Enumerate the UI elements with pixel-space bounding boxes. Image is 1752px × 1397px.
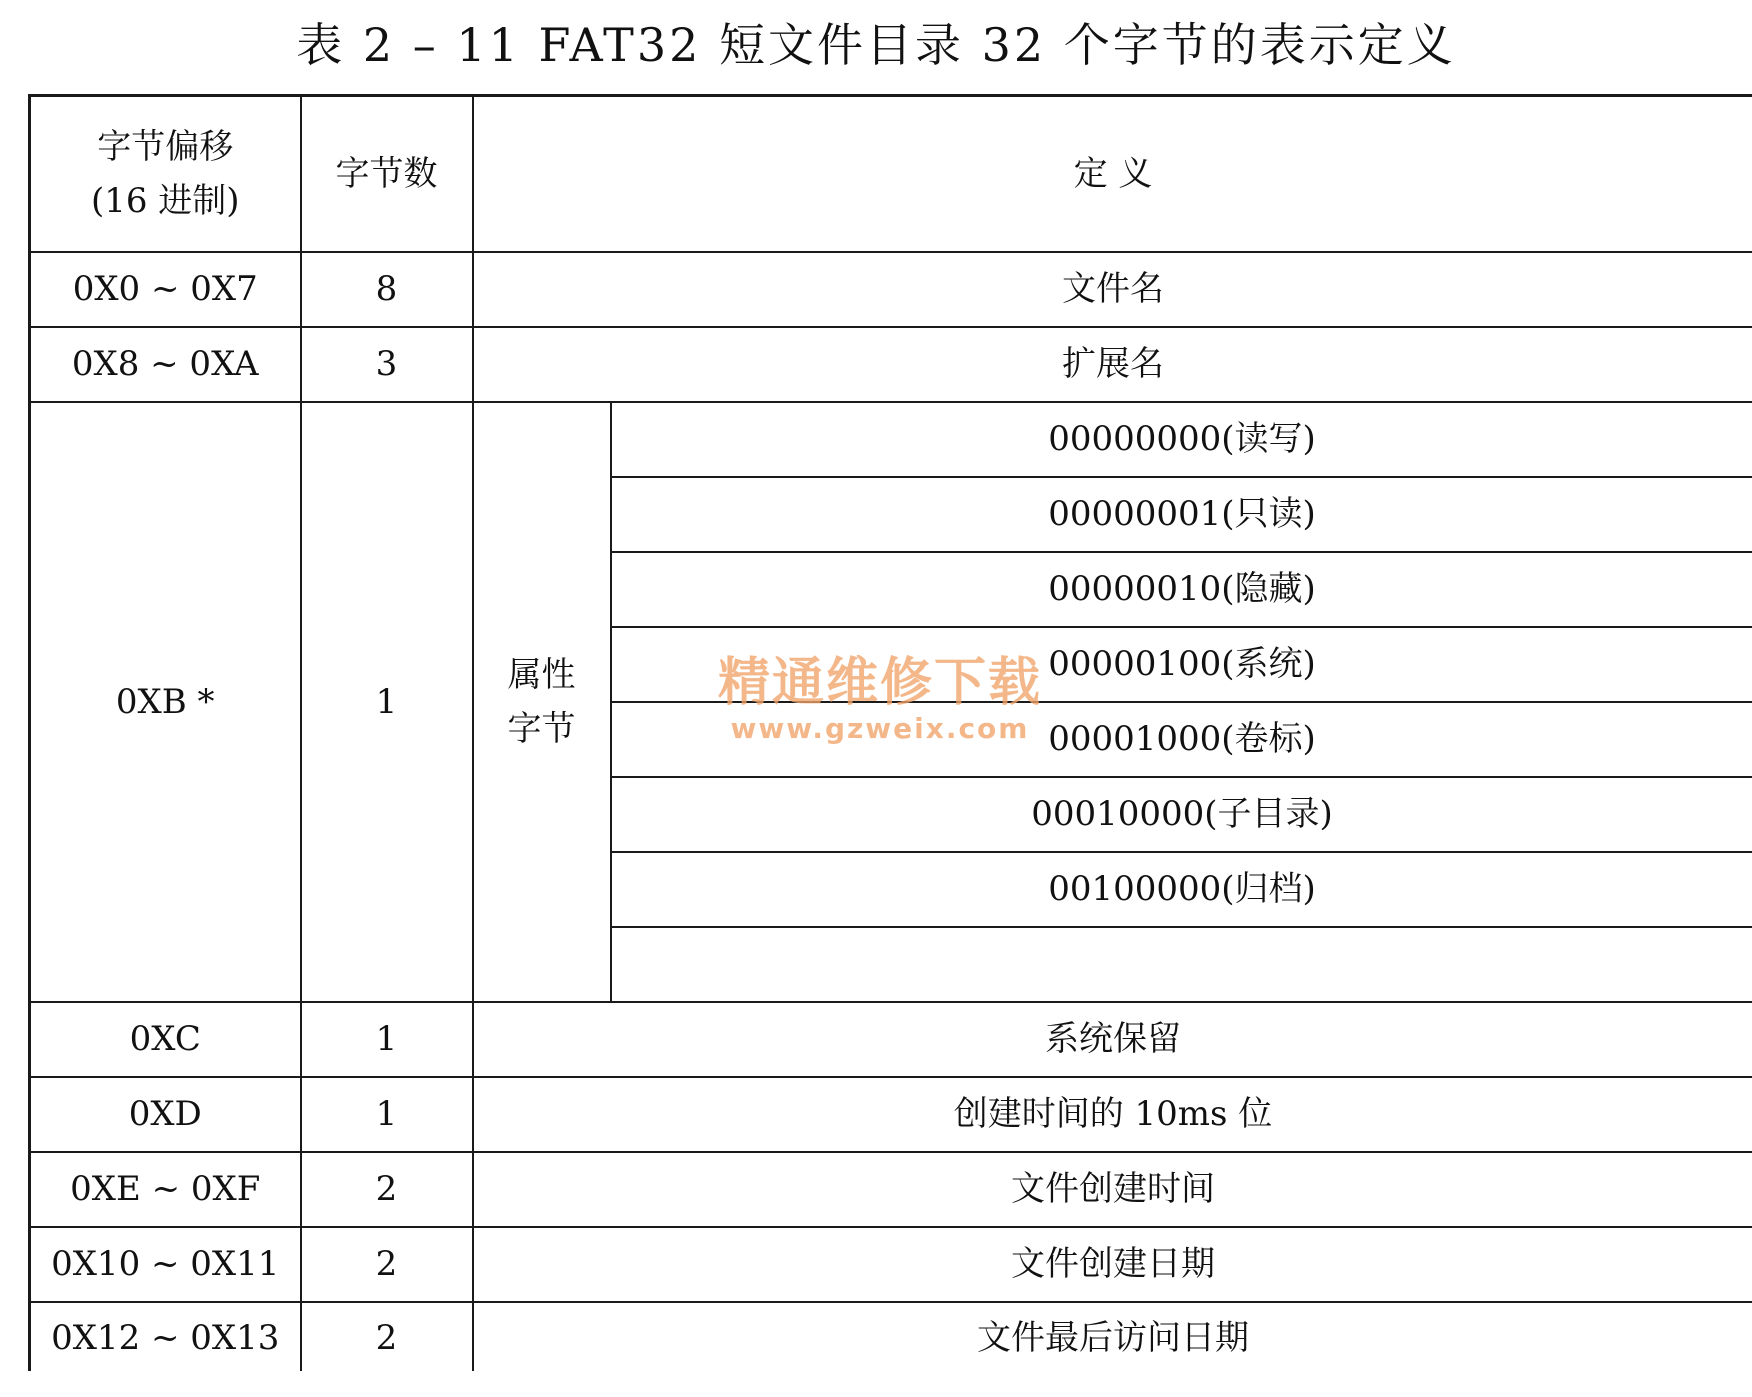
attribute-value: 00010000(子目录) (611, 777, 1752, 852)
header-offset-line2: (16 进制) (90, 181, 240, 221)
count-cell: 2 (301, 1302, 473, 1371)
header-offset-line1: 字节偏移 (97, 126, 234, 167)
offset-cell: 0X12 ~ 0X13 (30, 1302, 301, 1371)
attribute-value: 00000000(读写) (611, 402, 1752, 477)
count-cell: 3 (301, 327, 473, 402)
attribute-label-line1: 属性 (507, 654, 576, 695)
attribute-value: 00001000(卷标) (611, 702, 1752, 777)
attribute-value: 00100000(归档) (611, 852, 1752, 927)
offset-cell: 0X0 ~ 0X7 (30, 252, 301, 327)
offset-cell: 0XC (30, 1002, 301, 1077)
definition-cell: 扩展名 (473, 327, 1752, 402)
watermark-url: www.gzweix.com (730, 712, 1030, 745)
table-row (30, 327, 1752, 402)
table-row (30, 1302, 1752, 1371)
attribute-value: 00000100(系统) (611, 627, 1752, 702)
count-cell: 8 (301, 252, 473, 327)
offset-cell: 0X10 ~ 0X11 (30, 1227, 301, 1302)
table-title: 表 2 – 11 FAT32 短文件目录 32 个字节的表示定义 (296, 18, 1456, 72)
count-cell: 2 (301, 1152, 473, 1227)
offset-cell: 0XE ~ 0XF (30, 1152, 301, 1227)
attribute-count-cell: 1 (301, 402, 473, 1002)
table-row (30, 1227, 1752, 1302)
attribute-value-empty (611, 927, 1752, 1002)
table-row (30, 1152, 1752, 1227)
offset-cell: 0XD (30, 1077, 301, 1152)
header-row (30, 96, 1752, 253)
header-definition: 定 义 (473, 96, 1752, 253)
header-count: 字节数 (301, 96, 473, 253)
attribute-value: 00000001(只读) (611, 477, 1752, 552)
count-cell: 2 (301, 1227, 473, 1302)
definition-cell: 文件创建时间 (473, 1152, 1752, 1227)
header-offset (30, 96, 301, 253)
definition-cell: 文件最后访问日期 (473, 1302, 1752, 1371)
definition-cell: 文件名 (473, 252, 1752, 327)
count-cell: 1 (301, 1077, 473, 1152)
offset-cell: 0X8 ~ 0XA (30, 327, 301, 402)
attribute-label-line2: 字节 (507, 709, 576, 749)
fat32-directory-table (28, 94, 1752, 1371)
table-row (30, 252, 1752, 327)
definition-cell: 创建时间的 10ms 位 (473, 1077, 1752, 1152)
definition-cell: 系统保留 (473, 1002, 1752, 1077)
table-row (30, 1002, 1752, 1077)
watermark-text: 精通维修下载 (717, 653, 1042, 713)
attribute-offset-cell: 0XB * (30, 402, 301, 1002)
table-row (30, 1077, 1752, 1152)
definition-cell: 文件创建日期 (473, 1227, 1752, 1302)
attribute-value: 00000010(隐藏) (611, 552, 1752, 627)
attribute-row (30, 402, 1752, 477)
attribute-label-cell (473, 402, 611, 1002)
count-cell: 1 (301, 1002, 473, 1077)
